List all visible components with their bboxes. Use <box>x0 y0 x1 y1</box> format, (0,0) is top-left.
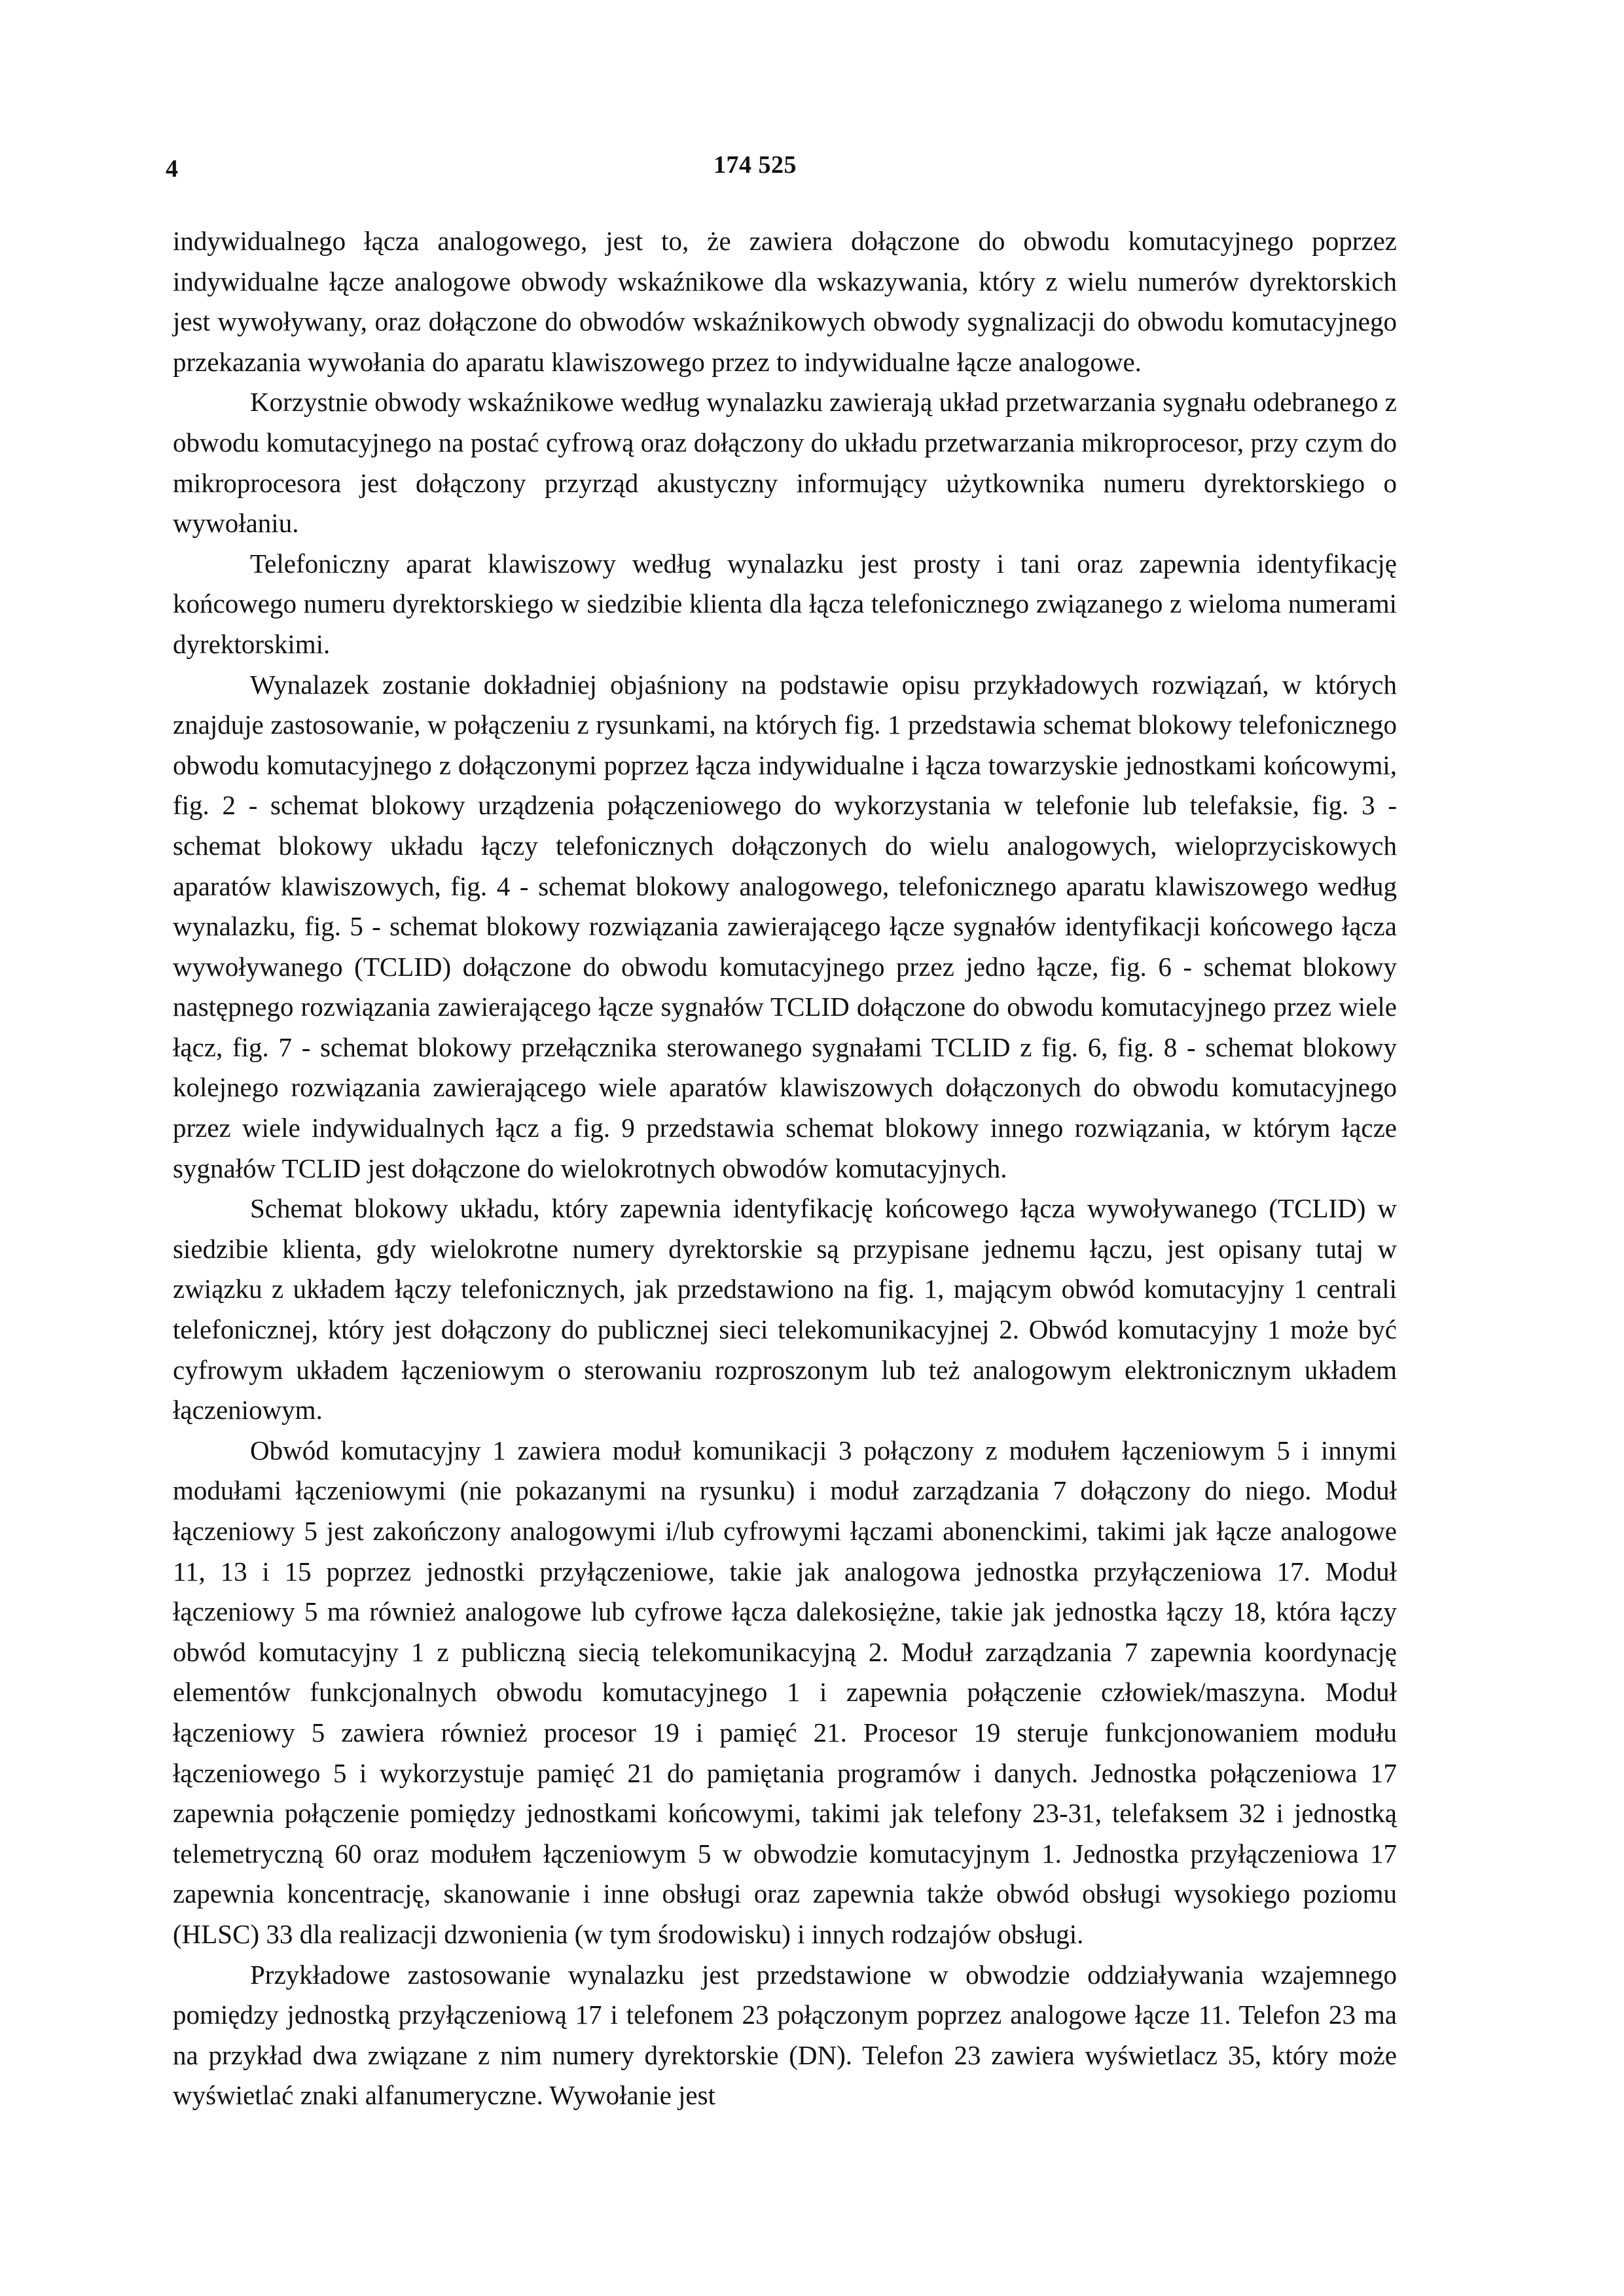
paragraph: Obwód komutacyjny 1 zawiera moduł komunikacji 3 połączony z modułem łączeniowym 5 i innymi modułami łączeniowymi (nie pokazanymi na rysunku) i moduł zarządzania 7 dołączony do niego. Moduł łączeniowy 5 jest zakończony analogowymi i/lub cyfrowymi łączami abonenckimi, takimi jak łącze analogowe 11, 13 i 15 poprzez jednostki przyłączeniowe, takie jak analogowa jednostka przyłączeniowa 17. Moduł łączeniowy 5 ma również analogowe lub cyfrowe łącza dalekosiężne, takie jak jednostka łączy 18, która łączy obwód komutacyjny 1 z publiczną siecią telekomunikacyjną 2. Moduł zarządzania 7 zapewnia koordynację elementów funkcjonalnych obwodu komutacyjnego 1 i zapewnia połączenie człowiek/maszyna. Moduł łączeniowy 5 zawiera również procesor 19 i pamięć 21. Procesor 19 steruje funkcjonowaniem modułu łączeniowego 5 i wykorzystuje pamięć 21 do pamiętania programów i danych. Jednostka połączeniowa 17 zapewnia połączenie pomiędzy jednostkami końcowymi, takimi jak telefony 23-31, telefaksem 32 i jednostką telemetryczną 60 oraz modułem łączeniowym 5 w obwodzie komutacyjnym 1. Jednostka przyłączeniowa 17 zapewnia koncentrację, skanowanie i inne obsługi oraz zapewnia także obwód obsługi wysokiego poziomu (HLSC) 33 dla realizacji dzwonienia (w tym środowisku) i innych rodzajów obsługi. <box>173 1435 1397 1949</box>
page-number: 4 <box>166 155 178 183</box>
paragraph: Przykładowe zastosowanie wynalazku jest przedstawione w obwodzie oddziaływania wzajemnego pomiędzy jednostką przyłączeniową 17 i telefonem 23 połączonym poprzez analogowe łącze 11. Telefon 23 ma na przykład dwa związane z nim numery dyrektorskie (DN). Telefon 23 zawiera wyświetlacz 35, który może wyświetlać znaki alfanumeryczne. Wywołanie jest <box>173 1959 1397 2111</box>
paragraph-continuation: indywidualnego łącza analogowego, jest to, że zawiera dołączone do obwodu komutacyjnego poprzez indywidualne łącze analogowe obwody wskaźnikowe dla wskazywania, który z wielu numerów dyrektorskich jest wywoływany, oraz dołączone do obwodów wskaźnikowych obwody sygnalizacji do obwodu komutacyjnego przekazania wywołania do aparatu klawiszowego przez to indywidualne łącze analogowe. <box>173 226 1397 377</box>
document-number: 174 525 <box>713 151 797 179</box>
paragraph: Schemat blokowy układu, który zapewnia identyfikację końcowego łącza wywoływanego (TCLID) w siedzibie klienta, gdy wielokrotne numery dyrektorskie są przypisane jednemu łączu, jest opisany tutaj w związku z układem łączy telefonicznych, jak przedstawiono na fig. 1, mającym obwód komutacyjny 1 centrali telefonicznej, który jest dołączony do publicznej sieci telekomunikacyjnej 2. Obwód komutacyjny 1 może być cyfrowym układem łączeniowym o sterowaniu rozproszonym lub też analogowym elektronicznym układem łączeniowym. <box>173 1193 1397 1426</box>
paragraph: Wynalazek zostanie dokładniej objaśniony na podstawie opisu przykładowych rozwiązań, w których znajduje zastosowanie, w połączeniu z rysunkami, na których fig. 1 przedstawia schemat blokowy telefonicznego obwodu komutacyjnego z dołączonymi poprzez łącza indywidualne i łącza towarzyskie jednostkami końcowymi, fig. 2 - schemat blokowy urządzenia połączeniowego do wykorzystania w telefonie lub telefaksie, fig. 3 - schemat blokowy układu łączy telefonicznych dołączonych do wielu analogowych, wieloprzyciskowych aparatów klawiszowych, fig. 4 - schemat blokowy analogowego, telefonicznego aparatu klawiszowego według wynalazku, fig. 5 - schemat blokowy rozwiązania zawierającego łącze sygnałów identyfikacji końcowego łącza wywoływanego (TCLID) dołączone do obwodu komutacyjnego przez jedno łącze, fig. 6 - schemat blokowy następnego rozwiązania zawierającego łącze sygnałów TCLID dołączone do obwodu komutacyjnego przez wiele łącz, fig. 7 - schemat blokowy przełącznika sterowanego sygnałami TCLID z fig. 6, fig. 8 - schemat blokowy kolejnego rozwiązania zawierającego wiele aparatów klawiszowych dołączonych do obwodu komutacyjnego przez wiele indywidualnych łącz a fig. 9 przedstawia schemat blokowy innego rozwiązania, w którym łącze sygnałów TCLID jest dołączone do wielokrotnych obwodów komutacyjnych. <box>173 669 1397 1183</box>
paragraph: Telefoniczny aparat klawiszowy według wynalazku jest prosty i tani oraz zapewnia identyfikację końcowego numeru dyrektorskiego w siedzibie klienta dla łącza telefonicznego związanego z wieloma numerami dyrektorskimi. <box>173 548 1397 659</box>
body-text <box>173 221 1397 2116</box>
paragraph: Korzystnie obwody wskaźnikowe według wynalazku zawierają układ przetwarzania sygnału odebranego z obwodu komutacyjnego na postać cyfrową oraz dołączony do układu przetwarzania mikroprocesor, przy czym do mikroprocesora jest dołączony przyrząd akustyczny informujący użytkownika numeru dyrektorskiego o wywołaniu. <box>173 387 1397 539</box>
